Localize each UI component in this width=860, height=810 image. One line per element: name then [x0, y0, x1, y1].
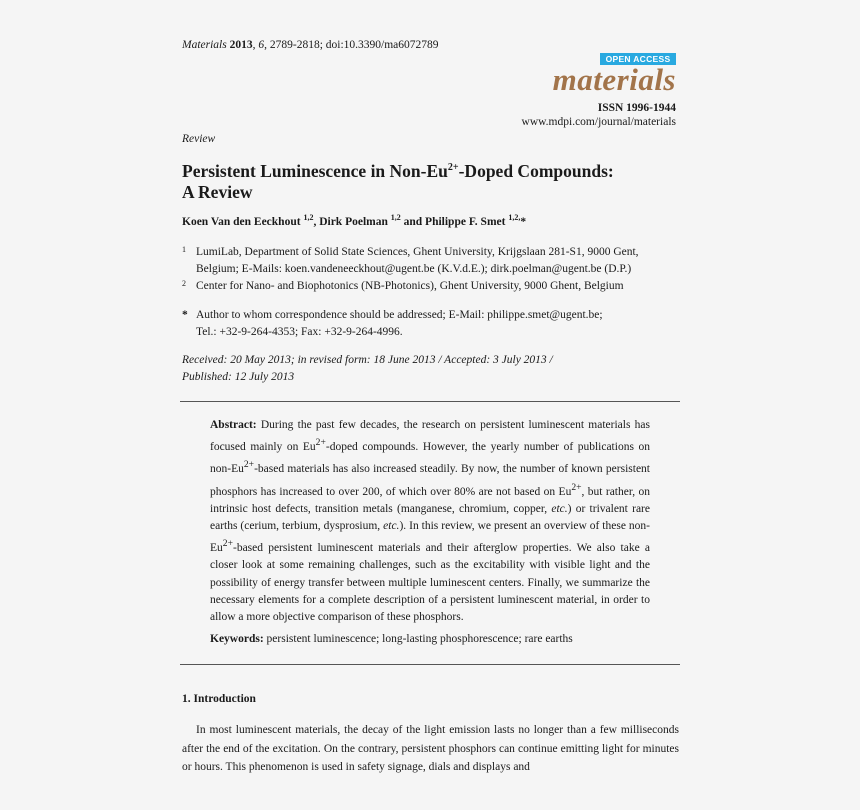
abstract-sup: 2+ [243, 459, 255, 471]
author-name: Dirk Poelman [319, 215, 388, 228]
abstract-sup: 2+ [222, 538, 233, 550]
abstract-sup: 2+ [315, 437, 326, 449]
title-line2: A Review [182, 181, 253, 202]
divider [180, 401, 680, 402]
abstract-text: During the past few decades, the research on persistent luminescent materials has focused mainly on Eu [210, 419, 650, 454]
abstract-text: ). In this review, we present an overview of these non-Eu [210, 519, 650, 555]
affiliation-1 [196, 244, 639, 277]
citation-doi: , 2789-2818; doi:10.3390/ma6072789 [264, 39, 439, 51]
affiliation-1-line1: LumiLab, Department of Solid State Sciences, Ghent University, Krijgslaan 281-S1, 9000 Gent, [196, 246, 639, 258]
author-affiliation: 1,2 [303, 213, 314, 222]
author-separator: and [400, 215, 426, 228]
abstract-text: ) or trivalent rare earths (cerium, terbium, dysprosium, [210, 502, 650, 532]
author-list [182, 213, 526, 228]
affiliation-2: Center for Nano- and Biophotonics (NB-Photonics), Ghent University, 9000 Ghent, Belgium [196, 280, 624, 292]
author-separator: , [313, 215, 320, 228]
abstract-etc: etc. [383, 519, 400, 532]
issn: ISSN 1996-1944 [597, 102, 676, 114]
dates-line2: Published: 12 July 2013 [182, 371, 295, 383]
journal-url[interactable]: www.mdpi.com/journal/materials [521, 116, 676, 128]
section-paragraph: In most luminescent materials, the decay of the light emission lasts no longer than a few milliseconds after the end of the excitation. On the contrary, persistent phosphors can continue emitting light for minutes or hours. This phenomenon is used in safety signage, dials and displays and [182, 724, 679, 773]
keywords [210, 633, 573, 645]
citation-line: Materials 2013, 6, 2789-2818; doi:10.3390/ma6072789 [182, 39, 439, 51]
journal-logo: materials [552, 62, 676, 97]
abstract-label: Abstract: [210, 419, 257, 431]
author-affiliation: 1,2 [390, 213, 401, 222]
affiliation-1-line2: Belgium; E-Mails: koen.vandeneeckhout@ugent.be (K.V.d.E.); dirk.poelman@ugent.be (D.P.) [196, 262, 632, 275]
author-name: Koen Van den Eeckhout [182, 215, 301, 228]
section-heading: 1. Introduction [182, 693, 256, 705]
abstract [210, 417, 650, 627]
abstract-text: -doped compounds. However, the yearly number of publications on non-Eu [210, 441, 650, 476]
correspondence [196, 307, 603, 340]
correspondence-mark: * [182, 309, 188, 321]
dates-line1: Received: 20 May 2013; in revised form: 18 June 2013 / Accepted: 3 July 2013 / [182, 354, 553, 366]
abstract-text: -based materials has also increased steadily. By now, the number of known persistent phosphors has increased to over 200, of which over 80% are not based on Eu [210, 463, 650, 498]
abstract-text: -based persistent luminescent materials and their afterglow properties. We also take a closer look at some remaining challenges, such as the excitability with visible light and the possibility of energy transfer between multiple luminescent centers. Finally, we summarize the necessary elements for a complete description of a persistent luminescent material, in order to allow a more objective comparison of these phosphors. [210, 542, 650, 624]
title-part2: -Doped Compounds: [458, 160, 614, 181]
keywords-text: persistent luminescence; long-lasting phosphorescence; rare earths [263, 633, 573, 645]
abstract-etc: etc. [551, 502, 568, 515]
keywords-label: Keywords: [210, 633, 264, 645]
title-part1: Persistent Luminescence in Non-Eu [182, 160, 448, 181]
title-sup: 2+ [447, 162, 459, 173]
publication-dates [182, 352, 553, 386]
abstract-text: , but rather, on intrinsic host defects, transition metals (manganese, chromium, copper, [210, 485, 650, 515]
journal-name: Materials [182, 39, 227, 51]
affiliation-number: 2 [182, 279, 186, 288]
author-separator: * [520, 215, 527, 228]
author-name: Philippe F. Smet [425, 215, 506, 228]
paper-title [182, 157, 682, 203]
citation-volume: 6 [258, 39, 265, 51]
correspondence-line2: Tel.: +32-9-264-4353; Fax: +32-9-264-4996. [196, 325, 403, 338]
article-type: Review [182, 133, 216, 145]
divider [180, 664, 680, 665]
abstract-sup: 2+ [571, 481, 582, 493]
affiliation-number: 1 [182, 245, 186, 254]
citation-year: 2013 [229, 39, 253, 51]
author-affiliation: 1,2, [508, 213, 521, 222]
open-access-badge: OPEN ACCESS [600, 53, 676, 65]
correspondence-line1: Author to whom correspondence should be addressed; E-Mail: philippe.smet@ugent.be; [196, 309, 603, 321]
